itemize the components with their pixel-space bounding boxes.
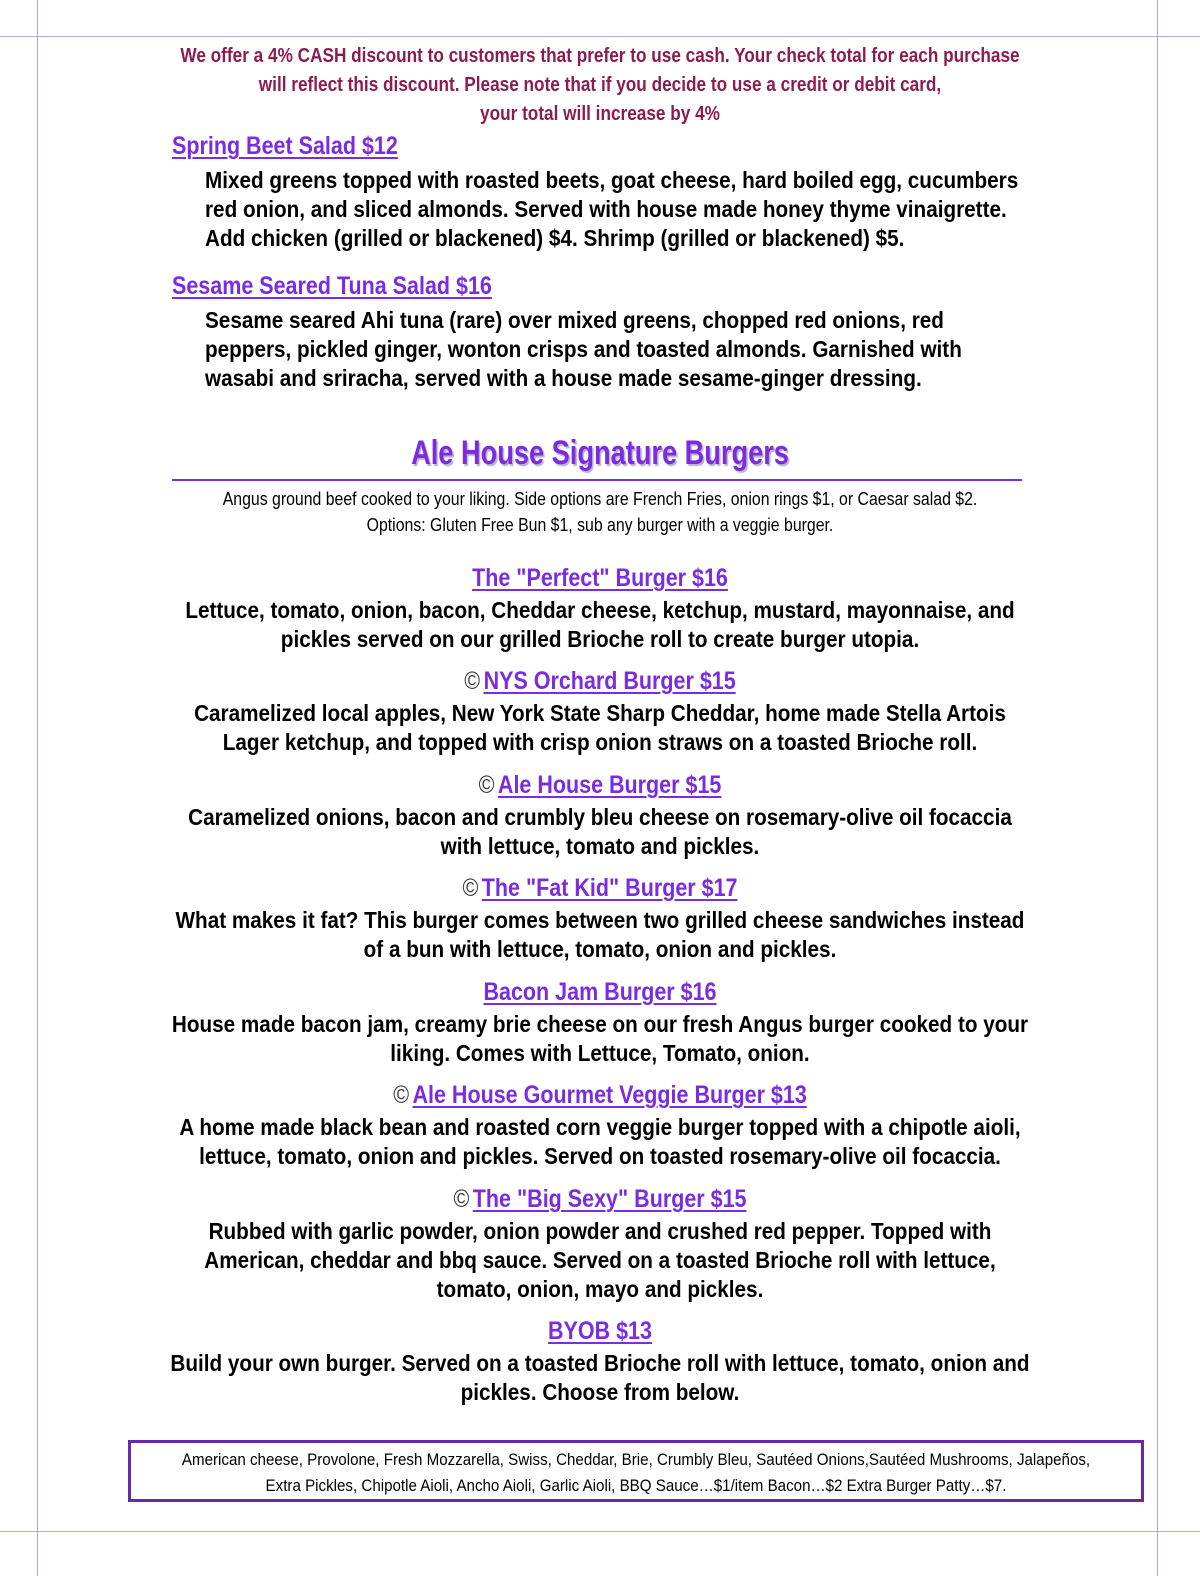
menu-item-bacon-jam-burger: [100, 976, 1100, 1068]
description-line: Add chicken (grilled or blackened) $4. Shrimp (grilled or blackened) $5.: [205, 225, 905, 251]
description-line: lettuce, tomato, onion and pickles. Served on toasted rosemary-olive oil focaccia.: [199, 1143, 1001, 1169]
item-description: [150, 1113, 1050, 1171]
item-title[interactable]: [170, 769, 1030, 801]
description-line: House made bacon jam, creamy brie cheese on our fresh Angus burger cooked to your: [171, 1011, 1029, 1037]
menu-item-big-sexy-burger: [100, 1183, 1100, 1304]
item-title[interactable]: [170, 665, 1030, 697]
topping-options-text: [159, 1447, 1113, 1499]
item-description: [205, 166, 1019, 253]
section-note: [160, 486, 1040, 538]
item-description: [150, 906, 1050, 964]
description-line: with lettuce, tomato and pickles.: [440, 833, 760, 859]
item-description: [150, 803, 1050, 861]
copyright-icon: ©: [464, 667, 481, 695]
section-heading-burgers: Ale House Signature Burgers: [411, 434, 789, 472]
description-line: red onion, and sliced almonds. Served with house made honey thyme vinaigrette.: [205, 196, 1007, 222]
description-line: wasabi and sriracha, served with a house made sesame-ginger dressing.: [205, 365, 922, 391]
description-line: pickles served on our grilled Brioche roll to create burger utopia.: [280, 626, 920, 652]
crop-mark-bottom: [0, 1531, 1200, 1532]
notice-line: will reflect this discount. Please note that if you decide to use a credit or debit card,: [258, 74, 942, 96]
menu-item-ale-house-burger: [100, 769, 1100, 861]
item-title-link[interactable]: Ale House Burger $15: [497, 771, 722, 799]
description-line: peppers, pickled ginger, wonton crisps and toasted almonds. Garnished with: [205, 336, 962, 362]
description-line: Caramelized local apples, New York State Sharp Cheddar, home made Stella Artois: [194, 700, 1006, 726]
menu-item-byob: [100, 1315, 1100, 1407]
menu-item-perfect-burger: [100, 562, 1100, 654]
menu-item-nys-orchard-burger: [100, 665, 1100, 757]
item-description: [150, 1349, 1050, 1407]
item-title-link[interactable]: The "Fat Kid" Burger $17: [481, 874, 738, 902]
description-line: What makes it fat? This burger comes between two grilled cheese sandwiches instead: [175, 907, 1025, 933]
section-divider: [172, 479, 1022, 481]
menu-item-fat-kid-burger: [100, 872, 1100, 964]
notice-line: your total will increase by 4%: [480, 103, 720, 125]
note-line: Options: Gluten Free Bun $1, sub any burger with a veggie burger.: [366, 515, 834, 535]
note-line: Angus ground beef cooked to your liking. Side options are French Fries, onion rings $1, or Caesar salad $2.: [222, 489, 978, 509]
copyright-icon: ©: [393, 1081, 410, 1109]
description-line: Caramelized onions, bacon and crumbly bleu cheese on rosemary-olive oil focaccia: [188, 804, 1012, 830]
item-title[interactable]: [172, 130, 946, 162]
crop-mark-top: [0, 36, 1200, 37]
crop-mark-left: [37, 0, 38, 1576]
description-line: American, cheddar and bbq sauce. Served on a toasted Brioche roll with lettuce,: [204, 1247, 996, 1273]
description-line: pickles. Choose from below.: [460, 1379, 740, 1405]
item-title[interactable]: [172, 270, 946, 302]
item-title[interactable]: [170, 1183, 1030, 1215]
item-title-link[interactable]: Sesame Seared Tuna Salad $16: [172, 272, 492, 300]
item-title-link[interactable]: BYOB $13: [548, 1317, 652, 1345]
crop-mark-right: [1157, 0, 1158, 1576]
item-description: [150, 699, 1050, 757]
copyright-icon: ©: [453, 1185, 470, 1213]
item-title-link[interactable]: The "Perfect" Burger $16: [472, 564, 728, 592]
description-line: Build your own burger. Served on a toasted Brioche roll with lettuce, tomato, onion and: [170, 1350, 1030, 1376]
description-line: A home made black bean and roasted corn veggie burger topped with a chipotle aioli,: [179, 1114, 1021, 1140]
item-description: [205, 306, 985, 393]
item-title[interactable]: [170, 872, 1030, 904]
description-line: of a bun with lettuce, tomato, onion and pickles.: [363, 936, 837, 962]
options-line: Extra Pickles, Chipotle Aioli, Ancho Aioli, Garlic Aioli, BBQ Sauce…$1/item Bacon…$2 Extra Burger Patty…$7.: [265, 1476, 1007, 1495]
description-line: Lager ketchup, and topped with crisp onion straws on a toasted Brioche roll.: [222, 729, 978, 755]
item-title-link[interactable]: Spring Beet Salad $12: [172, 132, 398, 160]
copyright-icon: ©: [462, 874, 479, 902]
item-title-link[interactable]: The "Big Sexy" Burger $15: [472, 1185, 747, 1213]
options-line: American cheese, Provolone, Fresh Mozzarella, Swiss, Cheddar, Brie, Crumbly Bleu, Sautéed Onions,Sautéed Mushrooms, Jalapeños,: [181, 1450, 1091, 1469]
item-title[interactable]: [170, 976, 1030, 1008]
description-line: tomato, onion, mayo and pickles.: [436, 1276, 764, 1302]
description-line: liking. Comes with Lettuce, Tomato, onion.: [390, 1040, 810, 1066]
item-description: [150, 1217, 1050, 1304]
item-title[interactable]: [170, 1079, 1030, 1111]
menu-item-gourmet-veggie-burger: [100, 1079, 1100, 1171]
menu-item-sesame-seared-tuna-salad: [172, 270, 1072, 393]
copyright-icon: ©: [478, 771, 495, 799]
item-title-link[interactable]: Bacon Jam Burger $16: [483, 978, 717, 1006]
item-description: [150, 596, 1050, 654]
cash-discount-notice: [170, 42, 1030, 129]
description-line: Mixed greens topped with roasted beets, goat cheese, hard boiled egg, cucumbers: [205, 167, 1019, 193]
description-line: Sesame seared Ahi tuna (rare) over mixed greens, chopped red onions, red: [205, 307, 944, 333]
item-title-link[interactable]: Ale House Gourmet Veggie Burger $13: [412, 1081, 807, 1109]
notice-line: We offer a 4% CASH discount to customers that prefer to use cash. Your check total for each purchase: [180, 45, 1020, 67]
menu-item-spring-beet-salad: [172, 130, 1072, 253]
item-description: [150, 1010, 1050, 1068]
item-title[interactable]: [170, 562, 1030, 594]
description-line: Rubbed with garlic powder, onion powder and crushed red pepper. Topped with: [208, 1218, 992, 1244]
description-line: Lettuce, tomato, onion, bacon, Cheddar cheese, ketchup, mustard, mayonnaise, and: [185, 597, 1015, 623]
item-title-link[interactable]: NYS Orchard Burger $15: [483, 667, 736, 695]
item-title[interactable]: [170, 1315, 1030, 1347]
